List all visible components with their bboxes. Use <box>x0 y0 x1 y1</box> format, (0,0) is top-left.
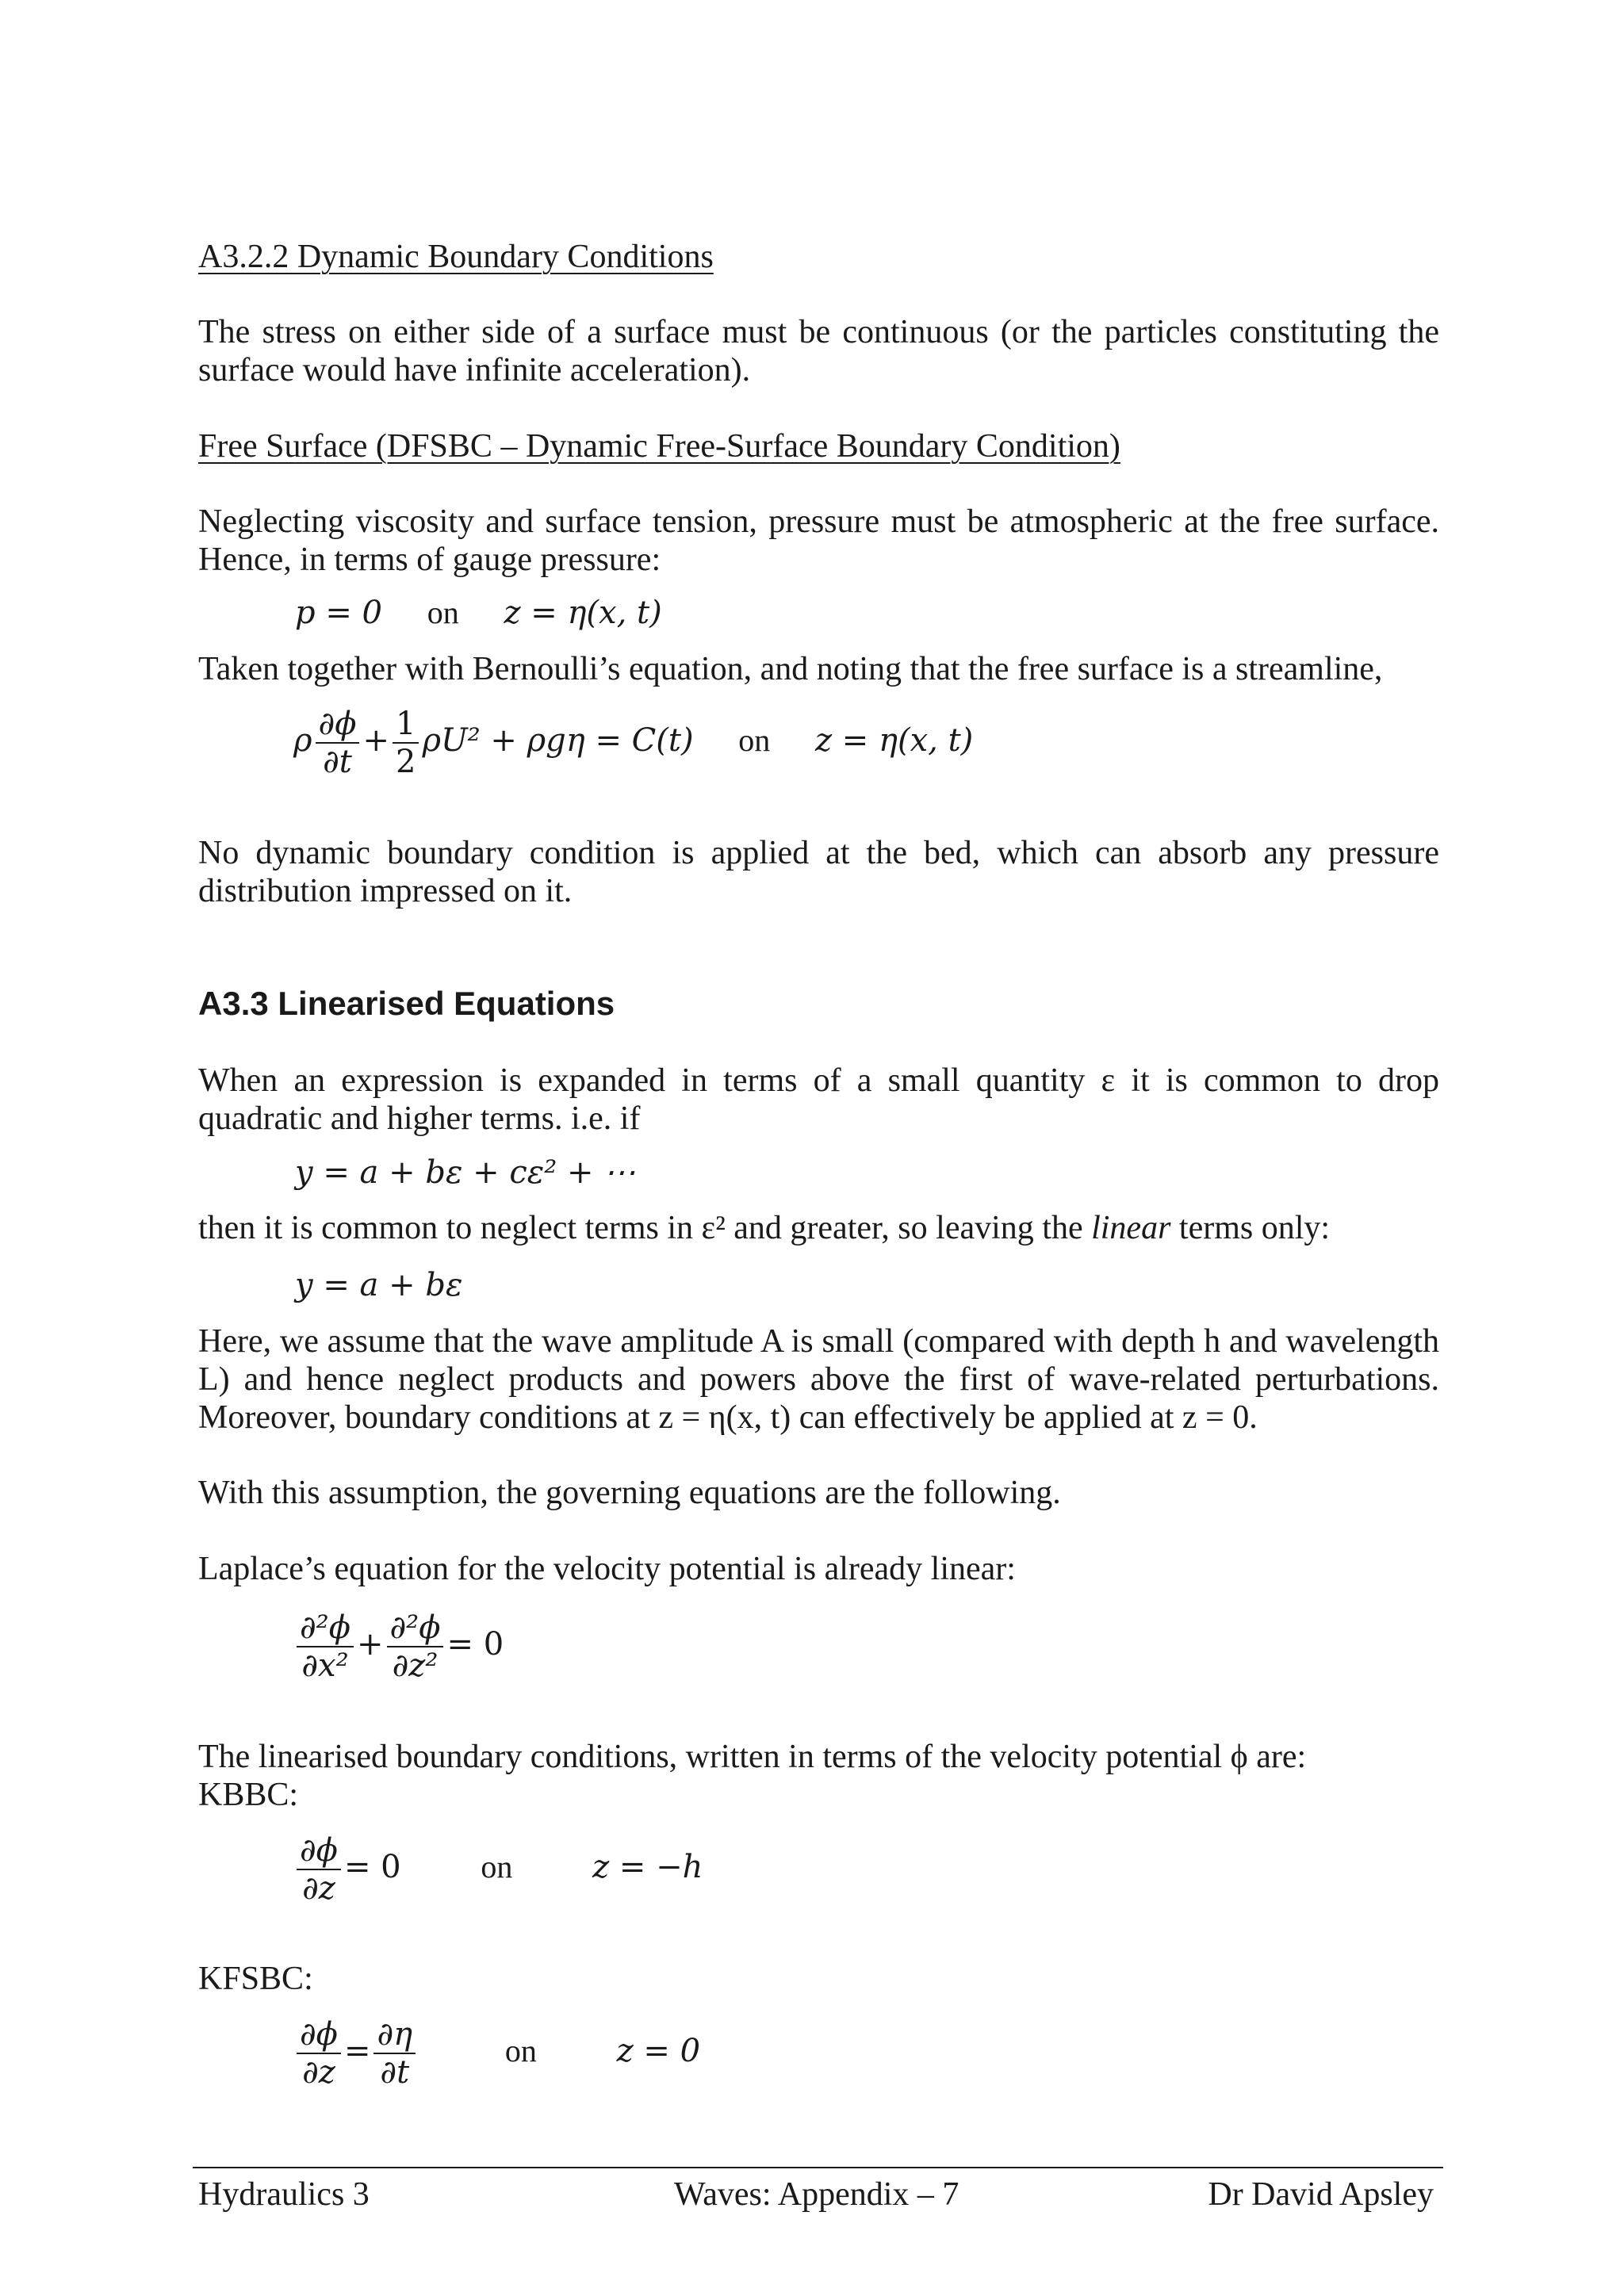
governing-paragraph: With this assumption, the governing equations are the following. <box>198 1475 1061 1511</box>
eq-kfsbc-frac-deta-dt: $\frac{\partial\eta}{\partial t}$ <box>373 2016 416 2091</box>
eq-bern-on: on <box>738 722 771 758</box>
equation-bernoulli <box>293 706 973 780</box>
kfsbc-label: KFSBC: <box>198 1961 313 1997</box>
eq-kfsbc-frac-dphi-dz: $\frac{\partial\phi}{\partial z}$ <box>297 2016 341 2091</box>
eq-bern-cond: z = η(x, t) <box>815 722 974 759</box>
eq-bern-rho: ρ <box>293 722 312 759</box>
equation-kfsbc: $\frac{\partial\phi}{\partial z}$ = $\frac{\partial\eta}{\partial t}$ on z = 0 <box>293 2016 700 2091</box>
free-surface-heading: Free Surface (DFSBC – Dynamic Free-Surface Boundary Condition) <box>198 428 1120 465</box>
section-heading-a33: A3.3 Linearised Equations <box>198 985 615 1022</box>
footer-left: Hydraulics 3 <box>198 2176 370 2213</box>
footer-center: Waves: Appendix – 7 <box>674 2176 959 2213</box>
footer-rule <box>193 2167 1443 2168</box>
equation-kbbc: $\frac{\partial\phi}{\partial z}$ = 0 on z = −h <box>293 1832 703 1907</box>
linearised-paragraph: The linearised boundary conditions, written in terms of the velocity potential ϕ are: <box>198 1739 1307 1775</box>
eq-bern-rest: ρU² + ρgη = C(t) <box>422 722 694 759</box>
section-heading-a322: A3.2.2 Dynamic Boundary Conditions <box>198 239 714 275</box>
eq-kbbc-cond: z = −h <box>592 1849 703 1885</box>
laplace-paragraph: Laplace’s equation for the velocity potential is already linear: <box>198 1551 1016 1587</box>
eq-p-lhs: p = 0 <box>295 595 382 631</box>
eq-bern-frac-half: $\frac{1}{2}$ <box>393 706 419 780</box>
assume-paragraph: Here, we assume that the wave amplitude A is small (compared with depth h and wavelength L) and hence neglect products and powers above the first of wave-related perturbations. Moreover, boundary conditions at z = η(x, t) can effectively be applied at z = 0. <box>198 1323 1439 1436</box>
eq-kbbc-frac: $\frac{\partial\phi}{\partial z}$ <box>297 1832 341 1907</box>
eq-kfsbc-on: on <box>504 2033 537 2068</box>
equation-linear: y = a + bε <box>295 1267 463 1303</box>
eq-kfsbc-cond: z = 0 <box>616 2033 701 2069</box>
equation-laplace: $\frac{\text{∂²ϕ}}{\text{∂x²}}$ + $\frac{\text{∂²ϕ}}{\text{∂z²}}$ = 0 <box>293 1609 504 1684</box>
equation-series: y = a + bε + cε² + ⋯ <box>295 1154 636 1191</box>
eq-p-rhs: z = η(x, t) <box>504 595 662 631</box>
stress-paragraph: The stress on either side of a surface must be continuous (or the particles constituting the surface would have infinite acceleration). <box>198 314 1439 388</box>
bernoulli-intro: Taken together with Bernoulli’s equation, and noting that the free surface is a streamline, <box>198 651 1383 687</box>
eq-laplace-rhs: = 0 <box>446 1626 504 1663</box>
eq-kbbc-on: on <box>481 1849 513 1885</box>
footer-right: Dr David Apsley <box>1208 2176 1434 2213</box>
expand-paragraph: When an expression is expanded in terms of a small quantity ε it is common to drop quadratic and higher terms. i.e. if <box>198 1062 1439 1137</box>
neglect-terms-paragraph: then it is common to neglect terms in ε² and greater, so leaving the linear terms only: <box>198 1210 1331 1246</box>
eq-laplace-frac-x: $\frac{\text{∂²ϕ}}{\text{∂x²}}$ <box>297 1609 354 1684</box>
eq-laplace-frac-z: $\frac{\text{∂²ϕ}}{\text{∂z²}}$ <box>387 1609 444 1684</box>
kbbc-label: KBBC: <box>198 1777 299 1813</box>
equation-pressure <box>295 594 662 632</box>
linear-emphasis: linear <box>1091 1210 1171 1246</box>
neglect-paragraph: Neglecting viscosity and surface tension, pressure must be atmospheric at the free surface. Hence, in terms of gauge pressure: <box>198 503 1439 578</box>
eq-p-on: on <box>427 595 459 630</box>
eq-bern-frac-dphi-dt: $\frac{\partial\phi}{\partial t}$ <box>316 706 360 780</box>
bed-paragraph: No dynamic boundary condition is applied at the bed, which can absorb any pressure distribution impressed on it. <box>198 835 1439 909</box>
eq-bern-plus: + <box>362 722 389 759</box>
